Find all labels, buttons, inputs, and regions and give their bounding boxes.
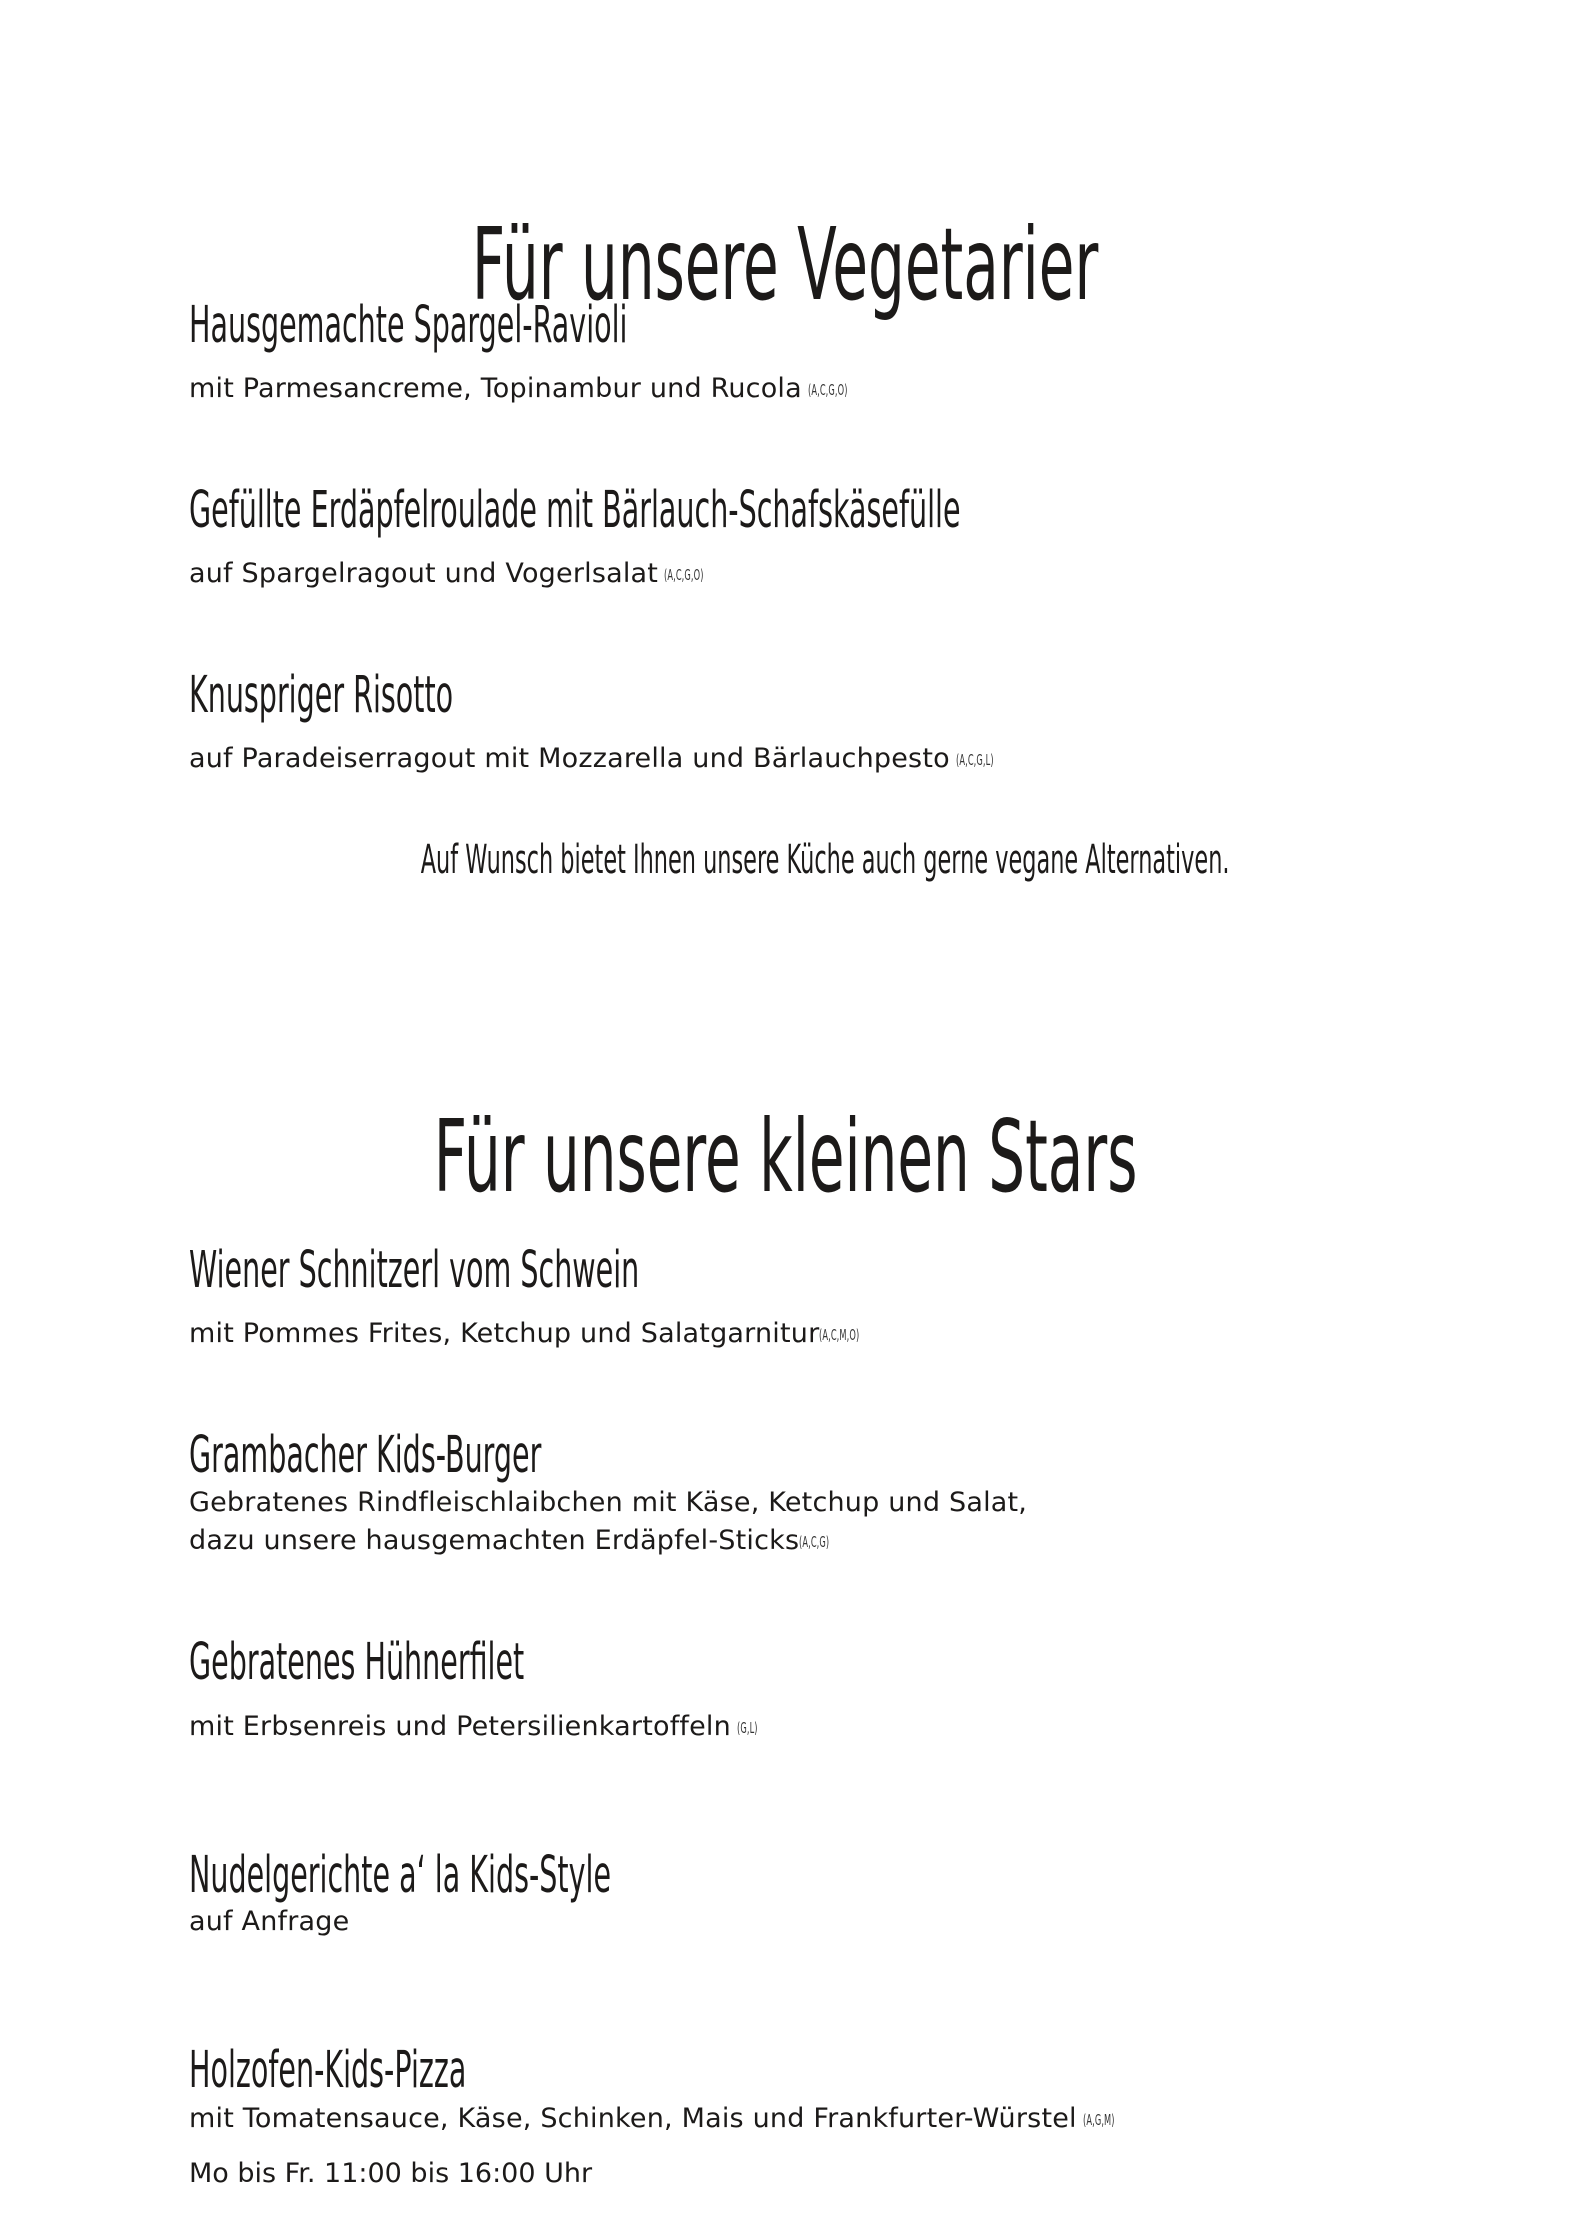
dish-desc-risotto [189,740,1024,779]
dish-desc-nudelgerichte: auf Anfrage [189,1906,350,1937]
dish-desc-schnitzerl [189,1315,893,1354]
dish-title-nudelgerichte: Nudelgerichte a‘ la Kids-Style [189,1846,612,1905]
dish-desc-text: mit Pommes Frites, Ketchup und Salatgarnitur [189,1318,820,1349]
dish-title-kids-burger: Grambacher Kids-Burger [189,1426,542,1485]
dish-desc-kids-burger-line1: Gebratenes Rindfleischlaibchen mit Käse, Ketchup und Salat, [189,1487,1028,1518]
dish-desc-kids-burger-line2 [189,1522,854,1561]
dish-desc-spargel-ravioli [189,370,880,409]
dish-desc-text: auf Paradeiserragout mit Mozzarella und Bärlauchpesto [189,743,950,774]
dish-desc-text: mit Erbsenreis und Petersilienkartoffeln [189,1711,731,1742]
dish-desc-text: auf Spargelragout und Vogerlsalat [189,558,659,589]
dish-desc-text: mit Tomatensauce, Käse, Schinken, Mais und Frankfurter-Würstel [189,2103,1077,2134]
allergen-codes: (A,C,G) [799,1532,830,1551]
vegan-note: Auf Wunsch bietet Ihnen unsere Küche auch gerne vegane Alternativen. [420,837,1230,883]
dish-title-risotto: Knuspriger Risotto [189,666,454,725]
dish-title-huehnerfilet: Gebratenes Hühnerfilet [189,1633,525,1692]
dish-desc-erdaepfelroulade [189,555,736,594]
dish-title-spargel-ravioli: Hausgemachte Spargel-Ravioli [189,296,628,355]
allergen-codes: (A,C,G,O) [664,565,704,584]
dish-desc-text: mit Parmesancreme, Topinambur und Rucola [189,373,802,404]
allergen-codes: (A,C,M,O) [819,1325,860,1344]
allergen-codes: (A,C,G,L) [955,750,994,769]
dish-title-kids-pizza: Holzofen-Kids-Pizza [189,2041,467,2100]
dish-title-erdaepfelroulade: Gefüllte Erdäpfelroulade mit Bärlauch-Schafskäsefülle [189,481,961,540]
section-title-kids: Für unsere kleinen Stars [433,1098,1138,1215]
dish-title-schnitzerl: Wiener Schnitzerl vom Schwein [189,1241,640,1300]
pizza-hours: Mo bis Fr. 11:00 bis 16:00 Uhr [189,2158,593,2189]
allergen-codes: (A,C,G,O) [807,380,848,399]
dish-desc-huehnerfilet [189,1708,774,1747]
section-title-vegetarian: Für unsere Vegetarier [472,206,1099,323]
allergen-codes: (G,L) [736,1718,758,1737]
allergen-codes: (A,G,M) [1082,2110,1115,2129]
dish-desc-text: dazu unsere hausgemachten Erdäpfel-Sticks [189,1525,800,1556]
dish-desc-kids-pizza [189,2100,1140,2139]
